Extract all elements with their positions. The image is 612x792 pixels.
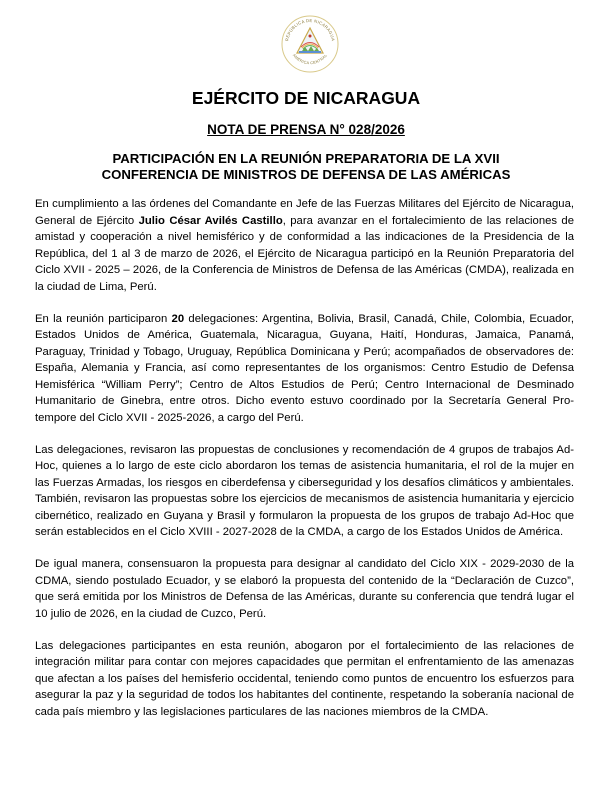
paragraph-2-start: En la reunión participaron: [35, 312, 172, 325]
commander-name: Julio César Avilés Castillo: [138, 214, 283, 227]
paragraph-1-end: , para avanzar en el fortalecimiento de las relaciones de amistad y cooperación a nivel hemisférico y de conformidad a las indicaciones de la Presidencia de la República, del 1 al 3 de marzo de 2026, el Ejército de Nicaragua participó en la Reunión Preparatoria del Ciclo XVII - 2025 – 2026, de la Conferencia de Ministros de Defensa de las Américas (CMDA), realizada en la ciudad de Lima, Perú.: [35, 214, 574, 293]
seal-top-text: REPÚBLICA DE NICARAGUA: [284, 17, 336, 42]
paragraph-1-start: En cumplimiento a las órdenes del Comandante en Jefe de las Fuerzas Militares del Ejército de Nicaragua, General de Ejército: [35, 198, 574, 227]
paragraph-3: Las delegaciones, revisaron las propuestas de conclusiones y recomendación de 4 grupos de trabajos Ad-Hoc, quienes a lo largo de este ciclo abordaron los temas de asistencia humanitaria, el rol de la mujer en las Fuerzas Armadas, los riesgos en ciberdefensa y ciberseguridad y los desafíos climáticos y ambientales. También, revisaron las propuestas sobre los ejercicios de mecanismos de asistencia humanitaria y ejercicio cibernético, realizado en Guyana y Brasil y formularon la propuesta de los grupos de trabajo Ad-Hoc que serán establecidos en el Ciclo XVIII - 2027-2028 de la CMDA, a cargo de los Estados Unidos de América.: [35, 443, 574, 538]
seal-bottom-text: AMÉRICA CENTRAL: [291, 53, 329, 66]
svg-text:AMÉRICA CENTRAL: [292, 53, 328, 65]
paragraph-5: Las delegaciones participantes en esta reunión, abogaron por el fortalecimiento de las relaciones de integración militar para contar con mejores capacidades que permitan el enfrentamiento de las amenazas que afectan a los países del hemisferio occidental, teniendo como puntos de encuentro los esfuerzos para asegurar la paz y la seguridad de todos los habitantes del continente, respetando la soberanía nacional de cada país miembro y las legislaciones particulares de las naciones miembros de la CMDA.: [35, 639, 574, 718]
delegation-count: 20: [171, 312, 185, 325]
paragraph-1: [35, 196, 574, 295]
paragraph-2-end: delegaciones: Argentina, Bolivia, Brasil, Canadá, Chile, Colombia, Ecuador, Estados Unidos de América, Guatemala, Nicaragua, Guyana, Haití, Honduras, Jamaica, Panamá, Paraguay, Trinidad y Tobago, Uruguay, República Dominicana y Perú; acompañados de observadores de: España, Alemania y Francia, así como representantes de los organismos: Centro Estudio de Defensa Hemisférica “William Perry”; Centro de Altos Estudios de Perú; Centro Internacional de Desminado Humanitario de Ginebra, entre otros. Dicho evento estuvo coordinado por la Secretaría General Pro-tempore del Ciclo XVII - 2025-2026, a cargo del Perú.: [35, 312, 574, 424]
headline-line-1: PARTICIPACIÓN EN LA REUNIÓN PREPARATORIA DE LA XVII: [112, 151, 500, 166]
press-headline: [0, 151, 612, 183]
paragraph-4: De igual manera, consensuaron la propuesta para designar al candidato del Ciclo XIX - 2029-2030 de la CDMA, siendo postulado Ecuador, y se elaboró la propuesta del contenido de la “Declaración de Cuzco”, que será emitida por los Ministros de Defensa de las Américas, durante su conferencia que tendrá lugar el 10 julio de 2026, en la ciudad de Cuzco, Perú.: [35, 558, 574, 620]
press-note-number: NOTA DE PRENSA N° 028/2026: [207, 122, 405, 137]
press-body: [35, 196, 574, 736]
nicaragua-coat-of-arms-icon: [280, 14, 340, 74]
headline-line-2: CONFERENCIA DE MINISTROS DE DEFENSA DE LAS AMÉRICAS: [101, 167, 511, 182]
organization-title: EJÉRCITO DE NICARAGUA: [191, 88, 421, 108]
paragraph-2: [35, 311, 574, 427]
